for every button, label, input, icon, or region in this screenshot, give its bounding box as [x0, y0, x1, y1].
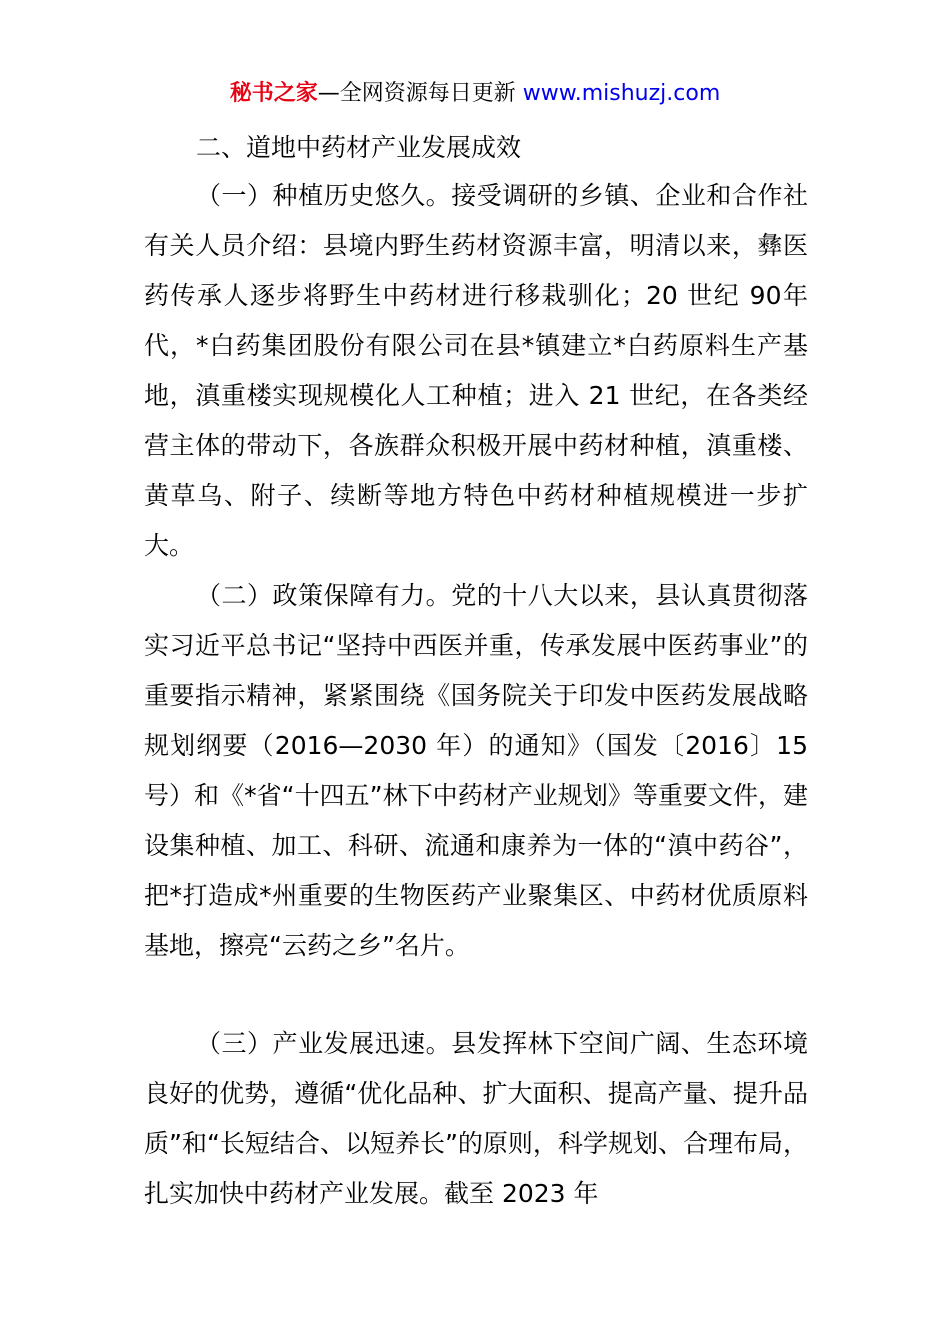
paragraph-text: （二）政策保障有力。党的十八大以来，县认真贯彻落实习近平总书记“坚持中西医并重，传承发展中医药事业”的重要指示精神，紧紧围绕《国务院关于印发中医药发展战略规划纲要（2016—2030 年）的通知》（国发〔2016〕15 号）和《*省“十四五”林下中药材产业规划》等重要文件，建设集种植、加工、科研、流通和康养为一体的“滇中药谷”，把*打造成*州重要的生物医药产业聚集区、中药材优质原料基地，擦亮“云药之乡”名片。 — [144, 581, 808, 960]
paragraph-text: （一）种植历史悠久。接受调研的乡镇、企业和合作社有关人员介绍：县境内野生药材资源丰富，明清以来，彝医药传承人逐步将野生中药材进行移栽驯化；20 世纪 90年代，*白药集团股份有限公司在县*镇建立*白药原料生产基地，滇重楼实现规模化人工种植；进入 21 世纪，在各类经营主体的带动下，各族群众积极开展中药材种植，滇重楼、黄草乌、附子、续断等地方特色中药材种植规模进一步扩大。 — [144, 181, 808, 560]
paragraph-text: （三）产业发展迅速。县发挥林下空间广阔、生态环境良好的优势，遵循“优化品种、扩大面积、提高产量、提升品质”和“长短结合、以短养长”的原则，科学规划、合理布局，扎实加快中药材产业发展。截至 2023 年 — [144, 1029, 808, 1208]
site-url-link[interactable]: www.mishuzj.com — [522, 81, 721, 106]
site-header — [0, 78, 950, 110]
paragraph-planting-history — [144, 171, 808, 571]
section-heading: 二、道地中药材产业发展成效 — [196, 133, 522, 162]
paragraph-policy-support — [144, 571, 808, 971]
paragraph-industry-growth — [144, 1019, 808, 1219]
site-tagline: —全网资源每日更新 — [317, 81, 516, 106]
site-brand: 秘书之家 — [229, 81, 318, 106]
